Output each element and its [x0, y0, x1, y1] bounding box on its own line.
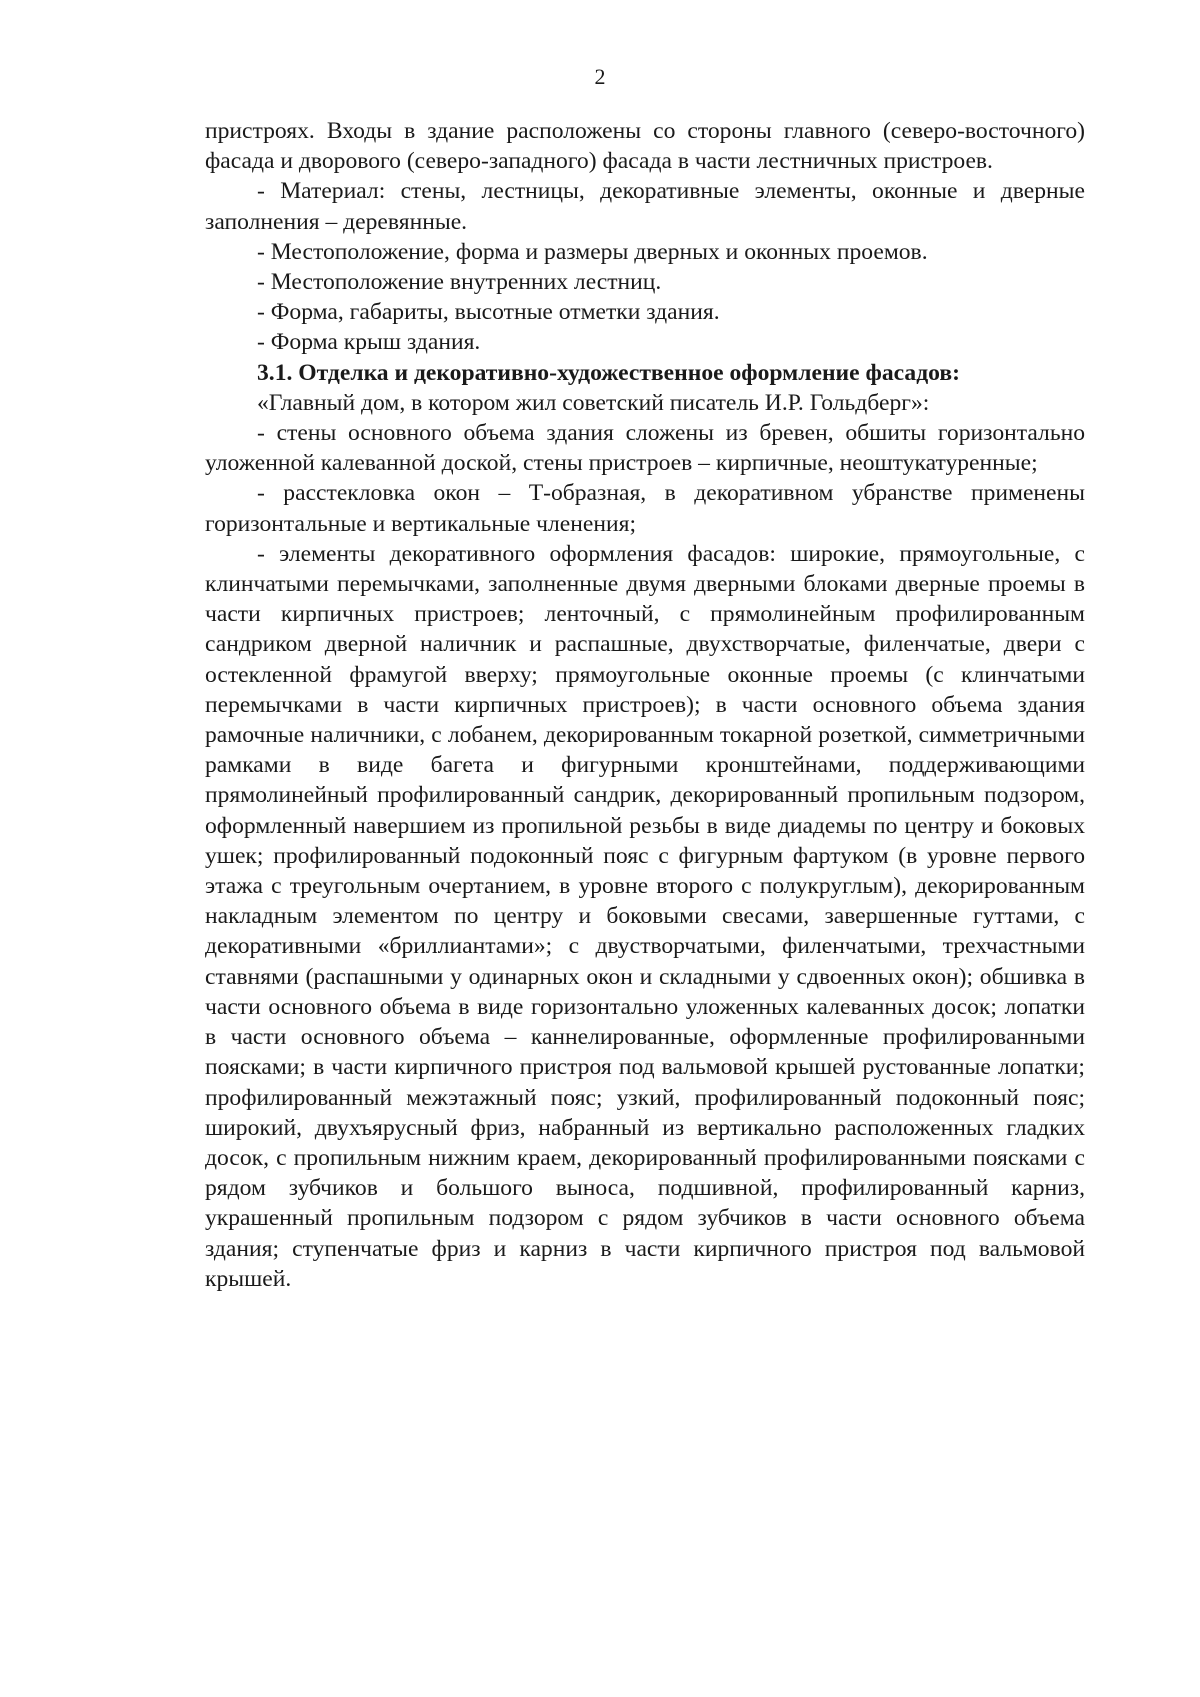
paragraph-openings: - Местоположение, форма и размеры дверных и оконных проемов. — [257, 238, 928, 265]
paragraph-roofs: - Форма крыш здания. — [257, 329, 481, 356]
document-body — [205, 116, 1085, 1294]
paragraph-entrances: пристроях. Входы в здание расположены со стороны главного (северо-восточного) фасада и дворового (северо-западного) фасада в части лестничных пристроев. — [205, 118, 1085, 175]
paragraph-material: - Материал: стены, лестницы, декоративные элементы, оконные и дверные заполнения – деревянные. — [205, 178, 1085, 235]
paragraph-walls: - стены основного объема здания сложены из бревен, обшиты горизонтально уложенной калеванной доской, стены пристроев – кирпичные, неоштукатуренные; — [205, 420, 1085, 477]
paragraph-building-name: «Главный дом, в котором жил советский писатель И.Р. Гольдберг»: — [257, 389, 930, 416]
page-number: 2 — [594, 64, 606, 89]
paragraph-dimensions: - Форма, габариты, высотные отметки здания. — [257, 299, 720, 326]
paragraph-decor-elements: - элементы декоративного оформления фасадов: широкие, прямоугольные, с клинчатыми перемычками, заполненные двумя дверными блоками дверные проемы в части кирпичных пристроев; ленточный, с прямолинейным профилированным сандриком дверной наличник и распашные, двухстворчатые, филенчатые, двери с остекленной фрамугой вверху; прямоугольные оконные проемы (с клинчатыми перемычками в части кирпичных пристроев); в части основного объема здания рамочные наличники, с лобанем, декорированным токарной розеткой, симметричными рамками в виде багета и фигурными кронштейнами, поддерживающими прямолинейный профилированный сандрик, декорированный пропильным подзором, оформленный навершием из пропильной резьбы в виде диадемы по центру и боковых ушек; профилированный подоконный пояс с фигурным фартуком (в уровне первого этажа с треугольным очертанием, в уровне второго с полукруглым), декорированным накладным элементом по центру и боковыми свесами, завершенные гуттами, с декоративными «бриллиантами»; с двустворчатыми, филенчатыми, трехчастными ставнями (распашными у одинарных окон и складными у сдвоенных окон); обшивка в части основного объема в виде горизонтально уложенных калеванных досок; лопатки в части основного объема – каннелированные, оформленные профилированными поясками; в части кирпичного пристроя под вальмовой крышей рустованные лопатки; профилированный межэтажный пояс; узкий, профилированный подоконный пояс; широкий, двухъярусный фриз, набранный из вертикально расположенных гладких досок, с пропильным нижним краем, декорированный профилированными поясками с рядом зубчиков и большого выноса, подшивной, профилированный карниз, украшенный пропильным подзором с рядом зубчиков в части основного объема здания; ступенчатые фриз и карниз в части кирпичного пристроя под вальмовой крышей. — [205, 540, 1085, 1292]
section-heading: 3.1. Отделка и декоративно-художественное оформление фасадов: — [257, 359, 960, 386]
paragraph-glazing: - расстекловка окон – Т-образная, в декоративном убранстве применены горизонтальные и вертикальные членения; — [205, 480, 1085, 537]
paragraph-stairs: - Местоположение внутренних лестниц. — [257, 269, 662, 296]
